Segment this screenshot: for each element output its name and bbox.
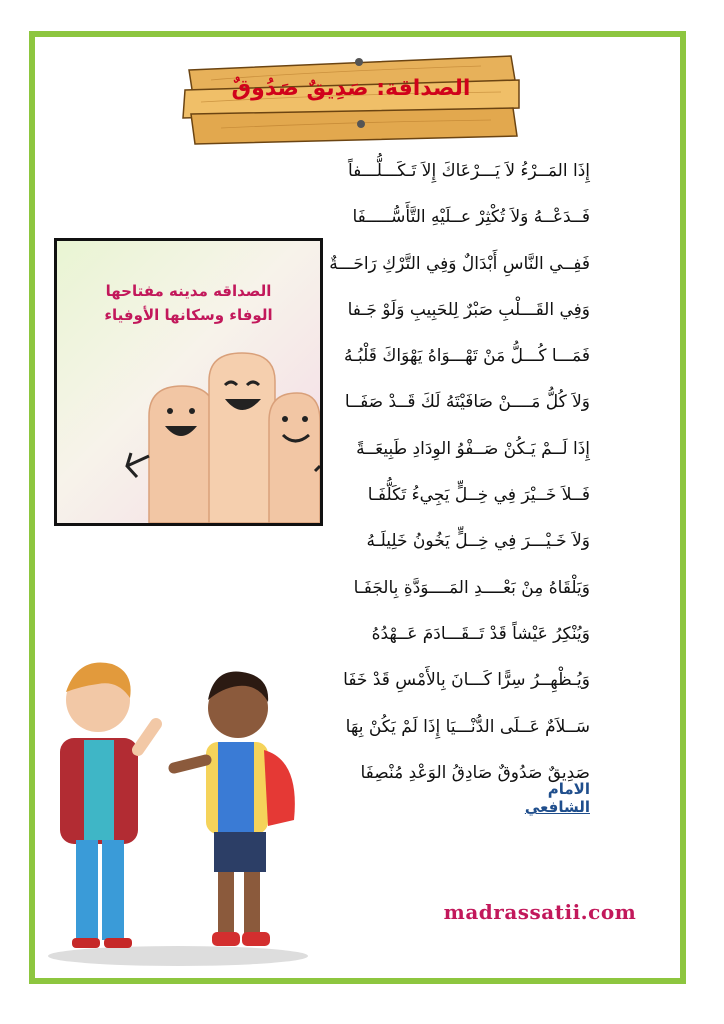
site-watermark: madrassatii.com xyxy=(443,900,637,924)
verse: إِذَا لَــمْ يَـكُنْ صَــفْوُ الوِدَادِ طَبِيعَــةً xyxy=(356,438,590,459)
poem-author xyxy=(480,780,590,816)
verse: وَيُـظْهِــرُ سِرًّا كَـــانَ بِالأَمْسِ قَدْ خَفَا xyxy=(343,670,590,691)
smiley-fingers-illustration xyxy=(57,241,320,523)
verse: صَدِيقٌ صَدُوقٌ صَادِقُ الوَعْدِ مُنْصِفَا xyxy=(360,762,590,783)
friendship-image xyxy=(54,238,323,526)
verse: وَلاَ كُلُّ مَــــنْ صَافَيْتَهُ لَكَ قَــدْ صَفَــا xyxy=(344,392,590,413)
verse: وَلاَ خَـيْـــرَ فِي خِــلٍّ يَخُونُ خَلِيلَـهُ xyxy=(366,531,590,552)
verse: وَيُنْكِرُ عَيْشاً قَدْ تَــقَـــادَمَ عَــهْدُهُ xyxy=(371,623,590,644)
boys-talking-illustration xyxy=(38,650,318,970)
verse: فَمَـــا كُـــلُّ مَنْ تَهْـــوَاهُ يَهْوَاكَ قَلْبُـهُ xyxy=(343,346,590,367)
page-title: الصداقة: صَدِيقٌ صَدُوقٌ xyxy=(231,76,471,101)
verse: وَيَلْقَاهُ مِنْ بَعْــــدِ المَــــوَدَّةِ بِالجَفَـا xyxy=(353,577,590,598)
poem xyxy=(329,148,590,796)
verse: وَفِي القَـــلْبِ صَبْرٌ لِلحَبِيبِ وَلَوْ جَـفا xyxy=(347,299,590,320)
caption-line: الصداقه مدينه مفتاحها xyxy=(105,282,272,300)
author-name[interactable]: الشافعي xyxy=(524,798,590,816)
verse: فَــدَعْــهُ وَلاَ تُكْثِرْ عــلَيْهِ التَّأَسُّـــــفَا xyxy=(352,207,590,228)
verse: فَفِــي النَّاسِ أَبْدَالٌ وَفِي التَّرْكِ رَاحَـــةٌ xyxy=(329,253,590,274)
verse: سَــلاَمٌ عَــلَى الدُّنْـــيَا إِذَا لَمْ يَكُنْ بِهَا xyxy=(345,716,590,737)
caption-line: الوفاء وسكانها الأوفياء xyxy=(104,306,273,324)
verse: إِذَا المَــرْءُ لاَ يَـــرْعَاكَ إِلاَ تَـكَـــلُّـــفاً xyxy=(348,161,590,181)
author-prefix: الامام xyxy=(547,780,590,798)
verse: فَــلاَ خَــيْرَ فِي خِــلٍّ يَجِيءُ تَكَلُّفَـا xyxy=(367,485,590,506)
